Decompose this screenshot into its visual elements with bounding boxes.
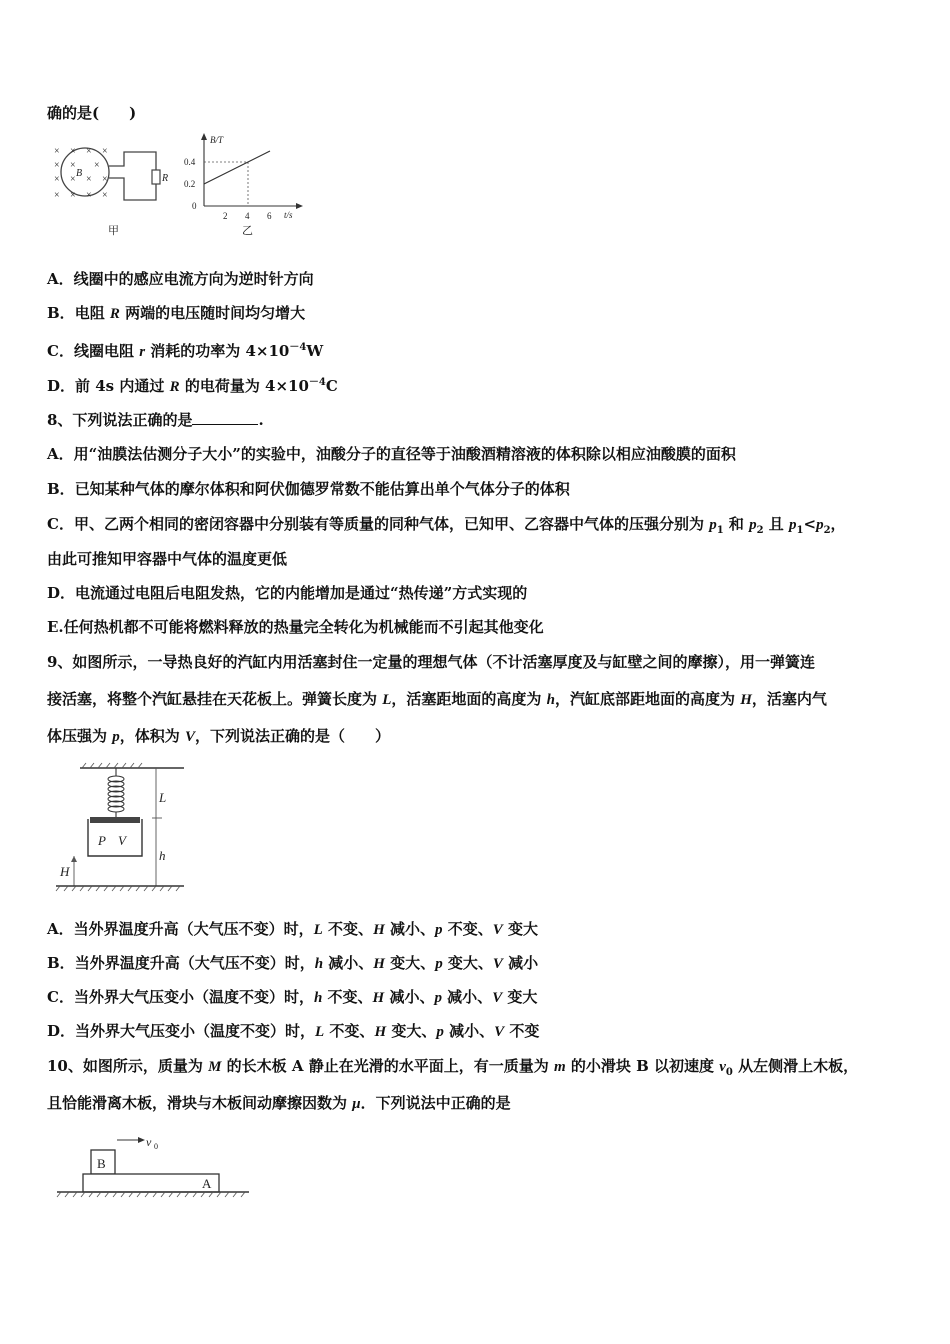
cross-mark: × (86, 146, 92, 157)
x-axis-label: t/s (284, 210, 293, 220)
var-r: R (169, 379, 180, 395)
figure-7-jia (50, 132, 170, 237)
cross-mark: × (86, 190, 92, 201)
var-r: r (139, 344, 146, 360)
cross-mark: × (70, 160, 76, 171)
option-letter: D． (47, 584, 76, 602)
option-letter: A． (47, 270, 74, 288)
figure-jia-caption: 甲 (108, 225, 119, 237)
y-tick-label: 0.4 (184, 157, 196, 167)
x-axis-arrow (296, 203, 303, 209)
q8-option-c-cont: 由此可推知甲容器中气体的温度更低 (47, 550, 288, 568)
series-line-b (204, 151, 270, 184)
cross-mark: × (54, 190, 60, 201)
q8-option-d: D．电流通过电阻后电阻发热，它的内能增加是通过“热传递”方式实现的 (47, 584, 528, 602)
exponent: －4 (289, 342, 307, 353)
volume-label: V (118, 833, 126, 848)
cross-mark: × (94, 160, 100, 171)
q9-stem-line3: 体压强为 p，体积为 V，下列说法正确的是（ ） (47, 727, 390, 745)
y-axis-label: B/T (210, 135, 224, 145)
cross-mark: × (86, 174, 92, 185)
x-tick-label: 6 (267, 211, 272, 221)
y-tick-label: 0 (192, 201, 197, 211)
cross-mark: × (102, 174, 108, 185)
resistor (152, 170, 160, 184)
q9-option-a: A．当外界温度升高（大气压不变）时，L 不变、H 减小、p 不变、V 变大 (47, 920, 538, 938)
option-letter: C． (47, 988, 74, 1006)
q10-stem-line1: 10、如图所示，质量为 M 的长木板 A 静止在光滑的水平面上，有一质量为 m 的小滑块 B 以初速度 $v_0$ 从左侧滑上木板， (47, 1057, 859, 1078)
answer-blank (192, 410, 258, 425)
option-text: 线圈中的感应电流方向为逆时针方向 (73, 270, 314, 288)
piston (90, 817, 140, 823)
cross-mark: × (102, 146, 108, 157)
option-letter: D． (47, 1022, 76, 1040)
q8-option-c: C．甲、乙两个相同的密闭容器中分别装有等质量的同种气体，已知甲、乙容器中气体的压强分别为 $p_1$ 和 $p_2$ 且 $p_1<p_2$， (47, 515, 846, 536)
resistor-label: R (162, 173, 169, 184)
height-H-label: H (60, 864, 70, 879)
block-b-label: B (97, 1156, 106, 1171)
x-tick-label: 2 (223, 211, 228, 221)
cross-mark: × (54, 160, 60, 171)
cross-mark: × (102, 190, 108, 201)
q7-option-d: D．前 4s 内通过 R 的电荷量为 $4\times 10^{-4}C$ (47, 377, 338, 395)
option-letter: B． (47, 480, 75, 498)
figure-7-yi-chart (180, 130, 305, 238)
q7-option-a (47, 269, 314, 289)
q9-stem-line2: 接活塞，将整个汽缸悬挂在天花板上。弹簧长度为 L，活塞距地面的高度为 h，汽缸底部距地面的高度为 H，活塞内气 (47, 690, 827, 708)
option-letter: A． (47, 445, 74, 463)
circuit-wire (109, 152, 156, 200)
q7-stem-tail: 确的是( ) (47, 104, 137, 122)
q8-option-e: E.任何热机都不可能将燃料释放的热量完全转化为机械能而不引起其他变化 (47, 618, 544, 636)
exponent: －4 (308, 377, 326, 388)
velocity-label: v (146, 1135, 152, 1149)
plank-a (83, 1174, 219, 1192)
plank-a-label: A (202, 1176, 212, 1191)
var-r: R (109, 306, 120, 322)
y-tick-label: 0.2 (184, 179, 196, 189)
pressure-label: P (98, 833, 106, 848)
q7-option-c: C．线圈电阻 r 消耗的功率为 $4\times 10^{-4}W$ (47, 342, 324, 360)
option-letter: C． (47, 515, 74, 533)
cross-mark: × (54, 174, 60, 185)
cross-mark: × (70, 146, 76, 157)
option-letter: A． (47, 920, 74, 938)
q9-option-b: B．当外界温度升高（大气压不变）时，h 减小、H 变大、p 变大、V 减小 (47, 954, 539, 972)
figure-10-blocks (55, 1130, 255, 1205)
q10-stem-line2: 且恰能滑离木板，滑块与木板间动摩擦因数为 μ．下列说法中正确的是 (47, 1094, 511, 1112)
q8-option-b: B．已知某种气体的摩尔体积和阿伏伽德罗常数不能估算出单个气体分子的体积 (47, 480, 570, 498)
height-h-label: h (159, 848, 166, 863)
q9-option-d: D．当外界大气压变小（温度不变）时，L 不变、H 变大、p 减小、V 不变 (47, 1022, 540, 1040)
x-tick-label: 4 (245, 211, 250, 221)
length-label: L (159, 790, 167, 805)
option-letter: C． (47, 342, 74, 360)
figure-yi-caption: 乙 (242, 225, 253, 237)
option-letter: B． (47, 304, 75, 322)
cross-mark: × (70, 174, 76, 185)
cross-mark: × (54, 146, 60, 157)
cross-mark: × (70, 190, 76, 201)
q9-option-c: C．当外界大气压变小（温度不变）时，h 不变、H 减小、p 减小、V 变大 (47, 988, 538, 1006)
figure-9-cylinder (52, 762, 192, 897)
y-axis-arrow (201, 133, 207, 140)
q7-option-b: B．电阻 R 两端的电压随时间均匀增大 (47, 304, 306, 322)
velocity-subscript: 0 (154, 1142, 158, 1151)
cylinder-wall (88, 819, 142, 856)
option-letter: D． (47, 377, 76, 395)
q9-stem-line1: 9、如图所示，一导热良好的汽缸内用活塞封住一定量的理想气体（不计活塞厚度及与缸壁之间的摩擦），用一弹簧连 (47, 653, 815, 671)
option-letter: B． (47, 954, 75, 972)
field-label: B (76, 168, 83, 179)
q8-stem: 8、下列说法正确的是 . (47, 411, 264, 429)
q8-option-a: A．用“油膜法估测分子大小”的实验中，油酸分子的直径等于油酸酒精溶液的体积除以相应油酸膜的面积 (47, 445, 736, 463)
spring (108, 776, 124, 812)
